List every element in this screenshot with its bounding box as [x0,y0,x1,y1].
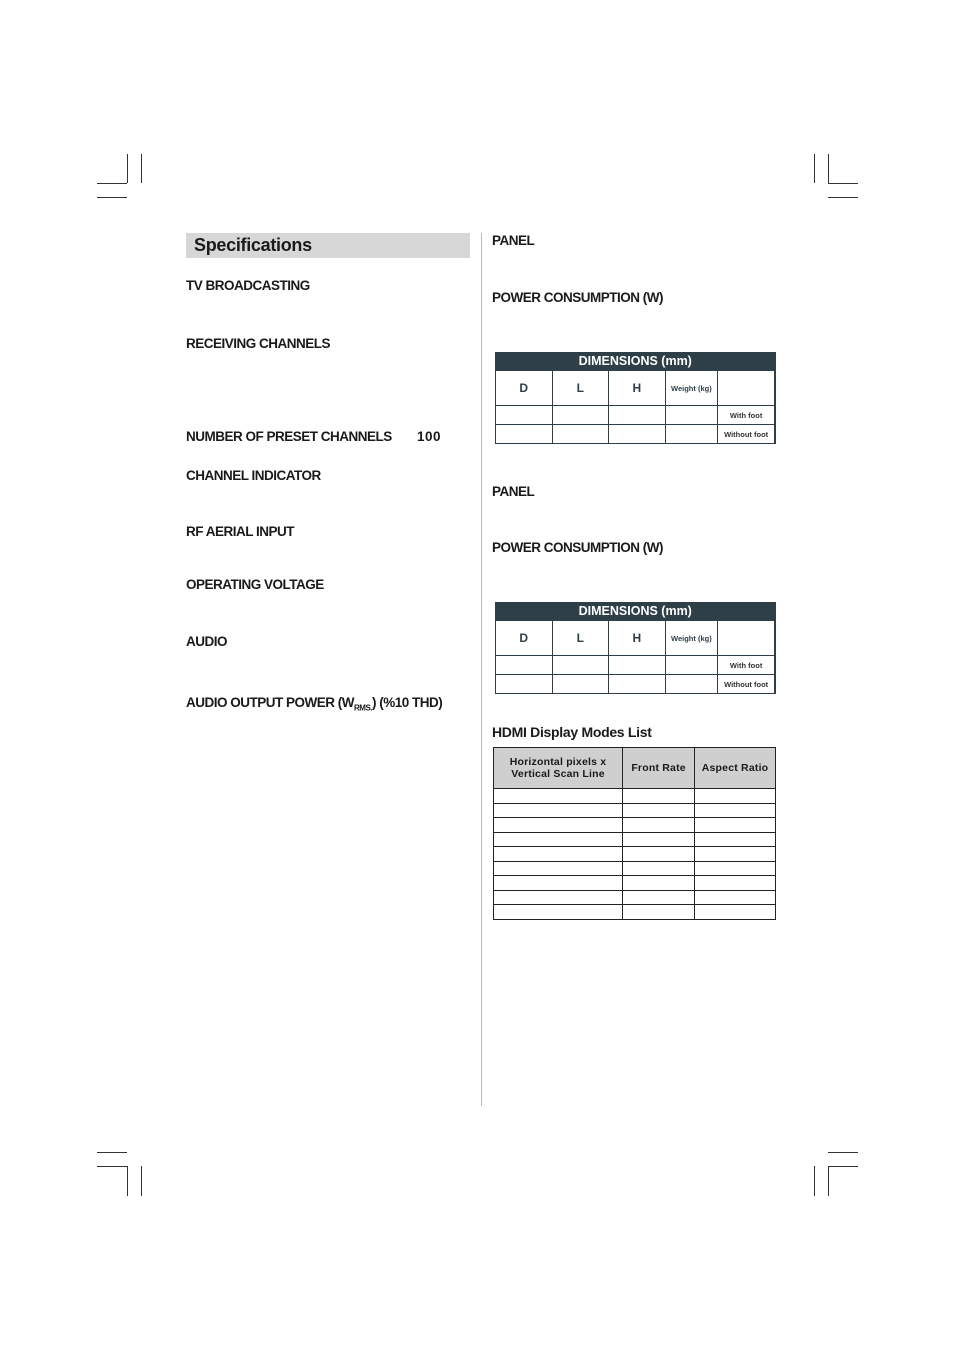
hdmi-table-cell [695,861,776,876]
power-consumption-label: POWER CONSUMPTION (W) [492,290,663,305]
crop-mark [828,197,858,198]
page-title: Specifications [194,235,312,255]
hdmi-table-row [494,876,776,891]
crop-mark [828,154,829,183]
cell [552,406,609,425]
crop-mark [141,154,142,183]
crop-mark [828,183,858,184]
col-h: H [609,371,666,406]
hdmi-table-cell [695,818,776,833]
column-divider [481,233,482,1106]
crop-mark [97,1152,127,1153]
with-foot-label: With foot [718,406,775,425]
crop-mark [127,1166,128,1196]
hdmi-table-row [494,890,776,905]
hdmi-table-cell [623,905,695,920]
preset-channels-label: NUMBER OF PRESET CHANNELS [186,429,392,444]
hdmi-table-cell [494,905,623,920]
cell [552,675,609,694]
hdmi-table-row [494,861,776,876]
preset-channels-value: 100 [417,429,442,444]
crop-mark [97,183,127,184]
crop-mark [814,1166,815,1196]
cell [552,656,609,675]
without-foot-label: Without foot [718,425,775,444]
col-d: D [496,621,553,656]
cell [665,425,718,444]
crop-mark [814,154,815,183]
hdmi-table-row [494,847,776,862]
hdmi-table-cell [623,890,695,905]
audio-output-sub: RMS. [354,703,372,713]
crop-mark [828,1152,858,1153]
hdmi-table-cell [695,890,776,905]
cell [496,675,553,694]
cell [552,425,609,444]
col-empty [718,371,775,406]
crop-mark [828,1166,829,1196]
hdmi-table-cell [494,789,623,804]
hdmi-table-cell [623,789,695,804]
hdmi-table-row [494,803,776,818]
hdmi-table-cell [494,832,623,847]
cell [496,425,553,444]
crop-mark [828,1166,858,1167]
cell [609,675,666,694]
crop-mark [97,197,127,198]
hdmi-table-cell [494,861,623,876]
hdmi-table-cell [494,803,623,818]
crop-mark [97,1166,127,1167]
dimensions-table [495,602,776,694]
audio-output-power-label [186,695,442,713]
receiving-channels-label: RECEIVING CHANNELS [186,336,331,351]
hdmi-table-cell [623,847,695,862]
hdmi-col-resolution [494,748,623,789]
col-l: L [552,371,609,406]
cell [609,425,666,444]
operating-voltage-label: OPERATING VOLTAGE [186,577,324,592]
panel-label: PANEL [492,233,535,248]
hdmi-col-aspect-ratio: Aspect Ratio [695,748,776,789]
page-title-bar [186,233,470,258]
hdmi-table-cell [623,818,695,833]
hdmi-col-front-rate: Front Rate [623,748,695,789]
hdmi-col-resolution-line2: Vertical Scan Line [511,768,605,780]
dimensions-header: DIMENSIONS (mm) [496,353,776,371]
hdmi-table-cell [494,876,623,891]
hdmi-col-resolution-line1: Horizontal pixels x [509,756,607,768]
hdmi-title: HDMI Display Modes List [492,724,652,740]
audio-label: AUDIO [186,634,227,649]
hdmi-table-cell [494,890,623,905]
power-consumption-label: POWER CONSUMPTION (W) [492,540,663,555]
crop-mark [127,154,128,183]
rf-aerial-input-label: RF AERIAL INPUT [186,524,295,539]
hdmi-table-cell [623,803,695,818]
hdmi-modes-table [493,747,776,920]
hdmi-table-cell [695,876,776,891]
hdmi-table-cell [695,789,776,804]
hdmi-table-cell [494,847,623,862]
audio-output-suffix: ) (%10 THD) [372,695,443,710]
col-d: D [496,371,553,406]
cell [665,656,718,675]
col-h: H [609,621,666,656]
hdmi-table-cell [695,847,776,862]
hdmi-table-cell [623,876,695,891]
cell [609,406,666,425]
hdmi-table-row [494,818,776,833]
hdmi-table-body [494,789,776,920]
hdmi-table-row [494,905,776,920]
hdmi-table-cell [623,861,695,876]
tv-broadcasting-label: TV BROADCASTING [186,278,310,293]
audio-output-prefix: AUDIO OUTPUT POWER (W [186,695,354,710]
hdmi-table-cell [494,818,623,833]
hdmi-table-row [494,789,776,804]
hdmi-table-cell [695,905,776,920]
col-weight: Weight (kg) [665,621,718,656]
cell [665,675,718,694]
cell [496,656,553,675]
col-l: L [552,621,609,656]
cell [609,656,666,675]
cell [496,406,553,425]
col-empty [718,621,775,656]
without-foot-label: Without foot [718,675,775,694]
dimensions-header: DIMENSIONS (mm) [496,603,776,621]
hdmi-table-cell [695,803,776,818]
channel-indicator-label: CHANNEL INDICATOR [186,468,321,483]
with-foot-label: With foot [718,656,775,675]
col-weight: Weight (kg) [665,371,718,406]
panel-label: PANEL [492,484,535,499]
cell [665,406,718,425]
dimensions-table [495,352,776,444]
hdmi-table-cell [623,832,695,847]
crop-mark [141,1166,142,1196]
hdmi-table-row [494,832,776,847]
hdmi-table-cell [695,832,776,847]
